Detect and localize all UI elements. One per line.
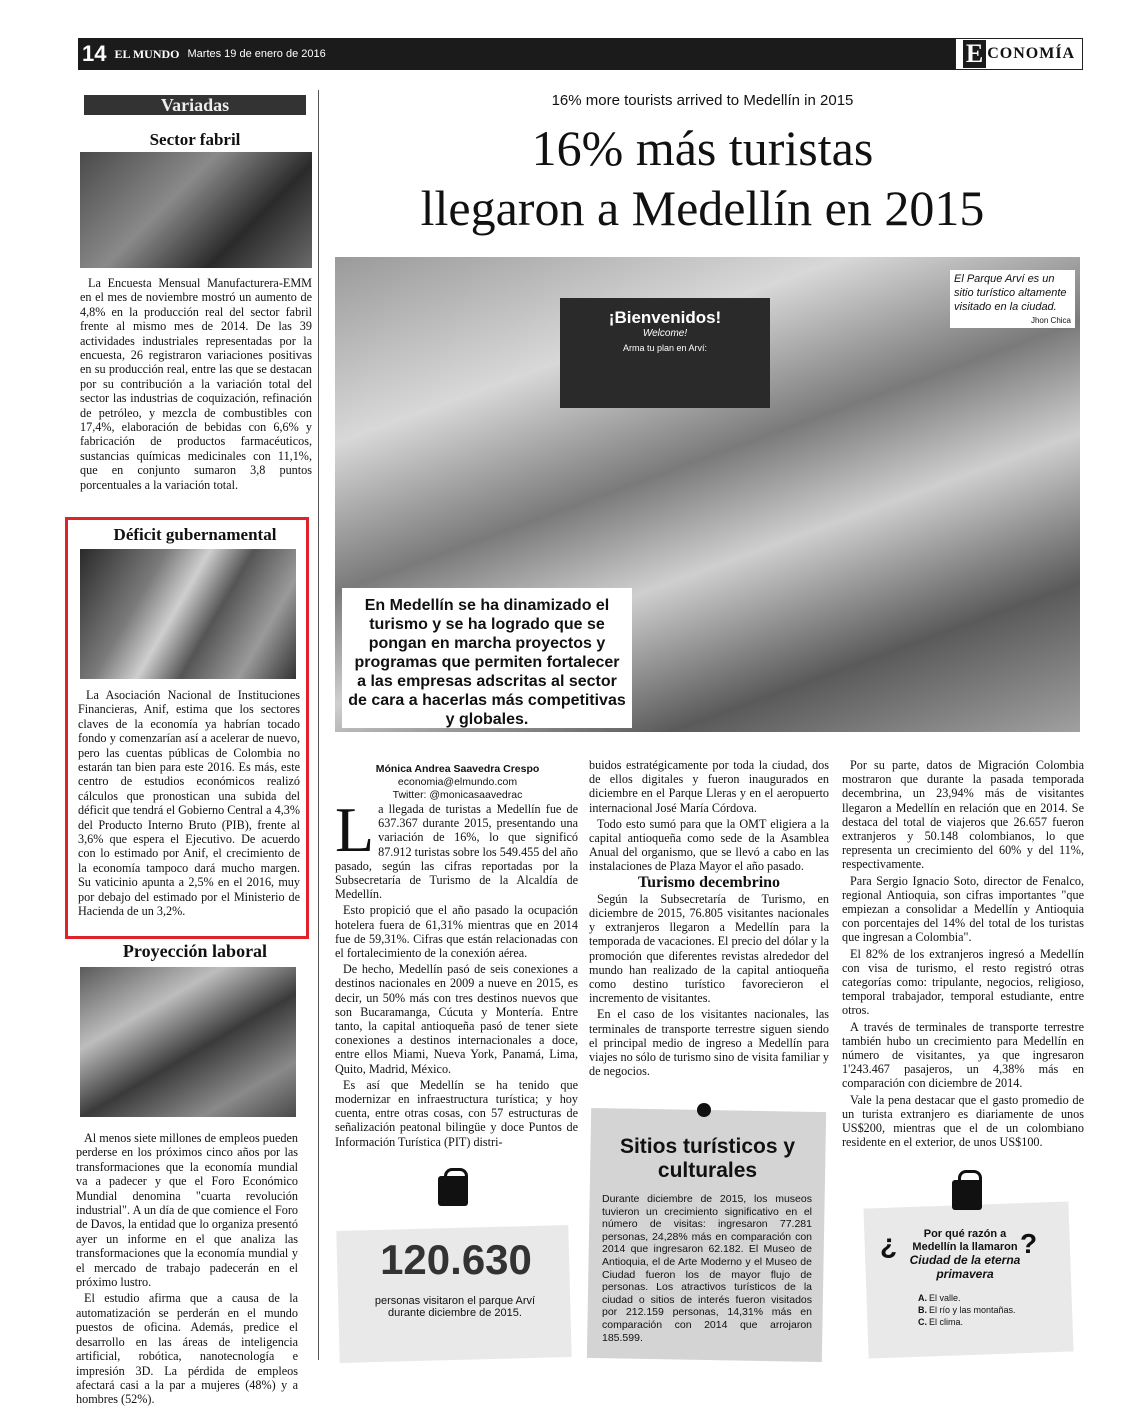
fabril-text [80,276,312,494]
stat-text: personas visitaron el parque Arví durante diciembre de 2015. [374,1295,536,1319]
headline [330,118,1075,238]
page-number: 14 [82,41,107,66]
quiz-question-emphasis: Ciudad de la eterna primavera [909,1253,1021,1281]
binder-clip-icon [952,1180,982,1210]
laboral-title: Proyección laboral [122,941,268,961]
welcome-sign-line: Arma tu plan en Arví: [622,343,708,353]
column-divider [318,90,319,1360]
quiz-option: C. El clima. [918,1317,964,1327]
question-mark-open: ¿ [880,1228,898,1259]
pushpin-icon [697,1103,711,1117]
fabril-paragraph: La Encuesta Mensual Manufacturera-EMM en el mes de noviembre mostró un aumento de 4,8% en la producción real del sector fabril frente al mismo mes de 2014. De las 39 actividades industriales representadas por la encuesta, 26 registraron variaciones positivas en su producción real, entre las que se destacan por su contribución a la variación total del sector las industrias de coquización, refinación de petróleo, y mezcla de combustibles con 17,4%, elaboración de bebidas con 6,6% y fabricación de productos farmacéuticos, sustancias químicas medicinales con 11,1%, que en conjunto sumaron 3,8 puntos porcentuales a la variación total. [80,276,312,492]
binder-clip-icon [438,1176,468,1206]
section-initial: E [963,40,986,68]
photo-credit: Jhon Chica [1030,316,1071,325]
headline-line-1: 16% más turistas [531,120,874,176]
section-name: CONOMÍA [987,45,1076,62]
quiz-question [905,1228,1025,1282]
article-paragraph: Para Sergio Ignacio Soto, director de Fenalco, regional Antioquia, son cifras importantes "que empiezan a consolidar a Medellín y Antioquia con porcentajes del 14% del total de los turistas que ingresan a Colombia". [842,873,1084,945]
pull-quote: En Medellín se ha dinamizado el turismo y se ha logrado que se pongan en marcha proyectos y programas que permiten fortalecer a las empresas adscritas al sector de cara a hacerlas más competitivas y globales. [342,588,632,728]
article-paragraph: Vale la pena destacar que el gasto promedio de un turista extranjero es diariamente de unos US$200, mientras que el de un colombiano residente en el exterior, de unos US$100. [842,1092,1084,1150]
money-photo [80,549,296,679]
english-subtitle: 16% more tourists arrived to Medellín in 2015 [551,92,854,109]
drop-cap: L [335,794,375,865]
photo-caption [950,270,1075,328]
quiz-options [918,1292,1016,1328]
article-paragraph: El 82% de los extranjeros ingresó a Medellín con visa de turismo, el resto registró otras categorías como: tripulante, negocios, religioso, temporal trabajador, temporal estudiante, entre otros. [842,946,1084,1018]
laboral-paragraph-2: El estudio afirma que a causa de la automatización se perderán en el mundo puestos de oficina. Además, predice el desarrollo en las áreas de inteligencia artificial, robótica, nanotecnología e impresión 3D. La pérdida de empleos afectará casi a la par a mujeres (48%) y a hombres (52%). [76,1291,298,1407]
welcome-sign [560,298,770,408]
author-twitter: Twitter: @monicasaavedrac [392,789,523,801]
factory-photo [80,152,312,268]
section-label-economia [955,38,1083,70]
newspaper-name: EL MUNDO [114,46,180,61]
article-paragraph: La llegada de turistas a Medellín fue de 637.367 durante 2015, presentando una variación de 16%, lo que significó 87.912 turistas sobre los 549.455 del año pasado, según las cifras reportadas por la Subsecretaría de Turismo de la Alcaldía de Medellín. [335,794,578,902]
author-email: economia@elmundo.com [397,776,518,788]
article-paragraph: Esto propició que el año pasado la ocupación hotelera fuera de 61,31% mientras que en 2014 fue de 59,31%. Cifras que están relacionadas con el fortalecimiento de la conexión aérea. [335,903,578,961]
quiz-option: A. El valle. [918,1293,961,1303]
article-column-3 [842,758,1084,1151]
quiz-question-text: Por qué razón a Medellín la llamaron [912,1228,1018,1253]
article-paragraph: buidos estratégicamente por toda la ciudad, dos de ellos digitales y fueron inaugurados en diciembre en el Parque Lleras y en el aeropuerto internacional José María Córdova. [589,758,829,815]
headline-line-2: llegaron a Medellín en 2015 [420,180,985,236]
variadas-label: Variadas [84,95,306,115]
subhead-turismo-decembrino: Turismo decembrino [637,873,781,891]
deficit-text [78,688,300,921]
author-name: Mónica Andrea Saavedra Crespo [375,763,540,775]
article-paragraph: Por su parte, datos de Migración Colombia mostraron que durante la pasada temporada decembrina, un 23,94% más de visitantes llegaron a Medellín en relación que en 2014. Se destaca del total de viajeros que 26.657 fueron extranjeros y 50.148 colombianos, lo que representa un crecimiento del 60% y del 11%, respectivamente. [842,758,1084,872]
article-paragraph: De hecho, Medellín pasó de seis conexiones a destinos nacionales en 2009 a nueve en 2015, es decir, un 50% más con tres destinos nuevos que son Bucaramanga, Cúcuta y Montería. Entre tanto, la capital antioqueña pasó de tener siete conexiones a destinos internacionales a doce, entre ellos Miami, Nueva York, Panamá, Lima, Quito, Madrid, México. [335,962,578,1076]
article-paragraph: En el caso de los visitantes nacionales, las terminales de transporte terrestre siguen siendo el principal medio de ingreso a Medellín para viajes no sólo de turismo sino de visita familiar y de negocios. [589,1007,829,1079]
issue-date: Martes 19 de enero de 2016 [187,48,326,60]
quiz-option: B. El río y las montañas. [918,1305,1016,1315]
welcome-sign-english: Welcome! [642,328,688,339]
stat-number: 120.630 [380,1236,532,1283]
deficit-title: Déficit gubernamental [113,525,277,544]
welcome-sign-title: ¡Bienvenidos! [608,308,722,327]
sites-text: Durante diciembre de 2015, los museos tuvieron un crecimiento significativo en el número de visitas: ingresaron 77.281 personas, 24,28% más en comparación con 2014 que ingresaron 62.182. El Museo de Antioquia, el de Arte Moderno y el Museo de Ciudad fueron los de mayor flujo de personas. Los atractivos turísticos de la ciudad o sitios de interés fueron visitados por 212.159 personas, 14,31% más en comparación con 2014 que arrojaron 185.599. [602,1193,812,1344]
fabril-title: Sector fabril [149,130,241,149]
article-paragraph: Es así que Medellín se ha tenido que modernizar en infraestructura turística; y hoy cuenta, entre otras cosas, con 57 estructuras de señalización peatonal bilingüe y doce Puntos de Información Turística (PIT) distri- [335,1077,578,1149]
laboral-text [76,1131,298,1409]
article-paragraph: Según la Subsecretaría de Turismo, en diciembre de 2015, 76.805 visitantes nacionales y extranjeros llegaron a Medellín para la temporada de vacaciones. El precio del dólar y la promoción que diferentes revistas alrededor del mundo han realizado de la capital antioqueña como destino turístico favorecieron el incremento de visitantes. [589,891,829,1006]
laboral-paragraph-1: Al menos siete millones de empleos pueden perderse en los próximos cinco años por las transformaciones que la economía mundial va a padecer y que el Foro Económico Mundial denomina "cuarta revolución industrial". A un día de que comience el Foro de Davos, la entidad que lo organiza presentó ayer un informe en el que analiza las transformaciones que la economía mundial y el mercado de trabajo padecerán en el próximo lustro. [76,1131,298,1290]
article-column-2 [589,758,829,1080]
photo-caption-text: El Parque Arví es un sitio turístico altamente visitado en la ciudad. [954,273,1067,313]
sites-title: Sitios turísticos y culturales [619,1135,796,1182]
deficit-paragraph: La Asociación Nacional de Instituciones Financieras, Anif, estima que los sectores claves de la economía ya habrían tocado fondo y comenzarían así a acelerar de nuevo, pero las cuentas públicas de Colombia no estarán tan bien para este 2016. Es más, este centro de estudios económicos realizó cálculos que pronostican una subida del déficit que tendrá el Gobierno Central a 4,3% del Producto Interno Bruto (PIB), frente al 3,6% que espera el Ejecutivo. De acuerdo con lo estimado por Anif, el crecimiento de la economía tampoco dará mucho margen. Su vaticinio apunta a 2,5% en el 2016, muy por debajo del estimado por el Ministerio de Hacienda de un 3,2%. [78,688,300,919]
article-paragraph: Todo esto sumó para que la OMT eligiera a la capital antioqueña como sede de la Asamblea Anual del organismo, que se llevó a cabo en las instalaciones de Plaza Mayor el año pasado. [589,816,829,874]
question-mark-close: ? [1020,1228,1038,1259]
office-crowd-photo [80,967,296,1117]
article-paragraph: A través de terminales de transporte terrestre también hubo un crecimiento para Medellín en número de visitantes, ya que ingresaron 1'243.467 pasajeros, un 4,38% más en comparación con diciembre de 2014. [842,1019,1084,1091]
page-header-info [82,40,382,68]
